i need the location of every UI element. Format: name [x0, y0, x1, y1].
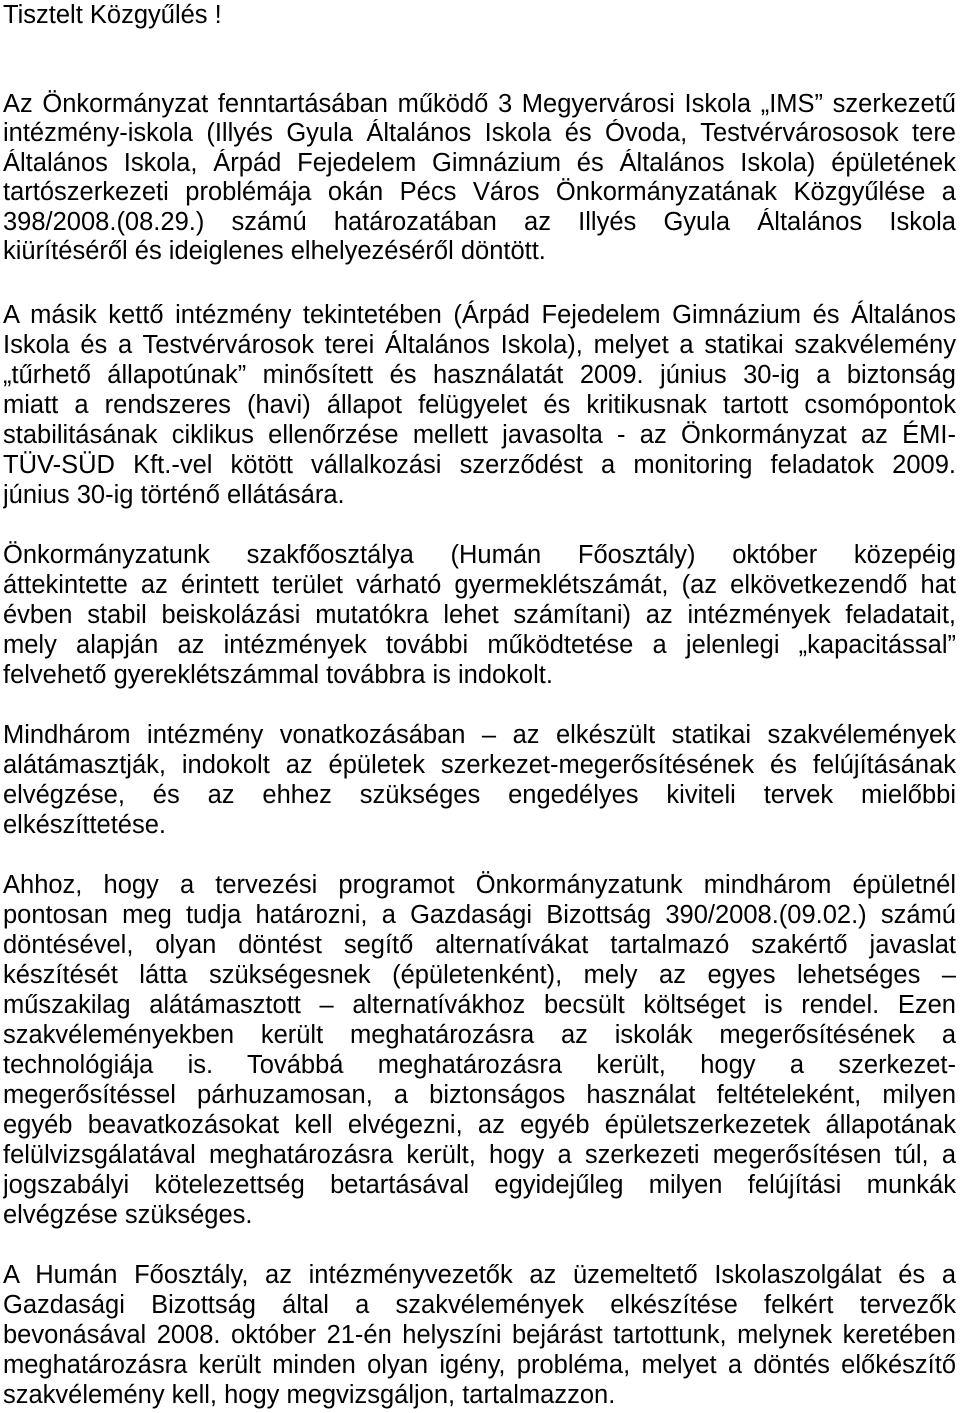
salutation: Tisztelt Közgyűlés !	[3, 1, 222, 29]
paragraph-6	[3, 1260, 956, 1410]
text-line: felvehető gyereklétszámmal továbbra is indokolt.	[3, 660, 553, 689]
text-line: meghatározásra került minden olyan igény, probléma, melyet a döntés előkészítő	[3, 1350, 956, 1379]
text-line: intézmény-iskola (Illyés Gyula Általános Iskola és Óvoda, Testvérvárososok tere	[3, 119, 956, 148]
text-line: mely alapján az intézmények további működtetése a jelenlegi „kapacitással”	[3, 630, 956, 659]
text-line: megerősítéssel párhuzamosan, a biztonságos használat feltételeként, milyen	[3, 1080, 956, 1109]
text-line: szakvélemény kell, hogy megvizsgáljon, tartalmazzon.	[3, 1380, 616, 1409]
text-line: jogszabályi kötelezettség betartásával egyidejűleg milyen felújítási munkák	[3, 1170, 956, 1199]
text-line: miatt a rendszeres (havi) állapot felügyelet és kritikusnak tartott csomópontok	[3, 390, 956, 419]
text-line: bevonásával 2008. október 21-én helyszíni bejárást tartottunk, melynek keretében	[3, 1320, 956, 1349]
paragraph-1	[3, 90, 956, 266]
text-line: stabilitásának ciklikus ellenőrzése mellett javasolta - az Önkormányzat az ÉMI-	[3, 420, 956, 449]
text-line: elvégzése szükséges.	[3, 1200, 253, 1229]
text-line: Önkormányzatunk szakfőosztálya (Humán Főosztály) október közepéig	[3, 540, 956, 569]
text-line: Általános Iskola, Árpád Fejedelem Gimnázium és Általános Iskola) épületének	[3, 148, 956, 177]
text-line: döntésével, olyan döntést segítő alternatívákat tartalmazó szakértő javaslat	[3, 930, 956, 959]
text-line: A Humán Főosztály, az intézményvezetők az üzemeltető Iskolaszolgálat és a	[3, 1260, 956, 1289]
paragraph-4	[3, 720, 956, 840]
paragraph-5	[3, 870, 956, 1230]
text-line: tartószerkezeti problémája okán Pécs Város Önkormányzatának Közgyűlése a	[3, 178, 956, 207]
text-line: technológiája is. Továbbá meghatározásra került, hogy a szerkezet-	[3, 1050, 956, 1079]
text-line: elvégzése, és az ehhez szükséges engedélyes kiviteli tervek mielőbbi	[3, 780, 956, 809]
text-line: készítését látta szükségesnek (épületenként), mely az egyes lehetséges –	[3, 960, 956, 989]
text-line: Gazdasági Bizottság által a szakvélemények elkészítése felkért tervezők	[3, 1290, 956, 1319]
text-line: Az Önkormányzat fenntartásában működő 3 Megyervárosi Iskola „IMS” szerkezetű	[3, 90, 956, 118]
text-line: A másik kettő intézmény tekintetében (Árpád Fejedelem Gimnázium és Általános	[3, 300, 956, 329]
text-line: áttekintette az érintett terület várható gyermeklétszámát, (az elkövetkezendő hat	[3, 570, 956, 599]
text-line: felülvizsgálatával meghatározásra került, hogy a szerkezeti megerősítésen túl, a	[3, 1140, 956, 1169]
text-line: alátámasztják, indokolt az épületek szerkezet-megerősítésének és felújításának	[3, 750, 956, 779]
text-line: „tűrhető állapotúnak” minősített és használatát 2009. június 30-ig a biztonság	[3, 360, 956, 389]
text-line: Mindhárom intézmény vonatkozásában – az elkészült statikai szakvélemények	[3, 720, 956, 749]
text-line: Ahhoz, hogy a tervezési programot Önkormányzatunk mindhárom épületnél	[3, 870, 956, 899]
text-line: TÜV-SÜD Kft.-vel kötött vállalkozási szerződést a monitoring feladatok 2009.	[3, 450, 956, 479]
text-line: 398/2008.(08.29.) számú határozatában az Illyés Gyula Általános Iskola	[3, 207, 956, 236]
text-line: kiürítéséről és ideiglenes elhelyezéséről döntött.	[3, 236, 546, 265]
text-line: pontosan meg tudja határozni, a Gazdasági Bizottság 390/2008.(09.02.) számú	[3, 900, 956, 929]
paragraph-3	[3, 540, 956, 690]
text-line: évben stabil beiskolázási mutatókra lehet számítani) az intézmények feladatait,	[3, 600, 956, 629]
paragraph-2	[3, 300, 956, 510]
text-line: június 30-ig történő ellátására.	[3, 480, 345, 509]
text-line: elkészíttetése.	[3, 810, 166, 839]
document-page	[3, 0, 956, 1410]
text-line: Iskola és a Testvérvárosok terei Általános Iskola), melyet a statikai szakvélemény	[3, 330, 956, 359]
text-line: műszakilag alátámasztott – alternatívákhoz becsült költséget is rendel. Ezen	[3, 990, 956, 1019]
text-line: szakvéleményekben került meghatározásra az iskolák megerősítésének a	[3, 1020, 956, 1049]
text-line: egyéb beavatkozásokat kell elvégezni, az egyéb épületszerkezetek állapotának	[3, 1110, 956, 1139]
